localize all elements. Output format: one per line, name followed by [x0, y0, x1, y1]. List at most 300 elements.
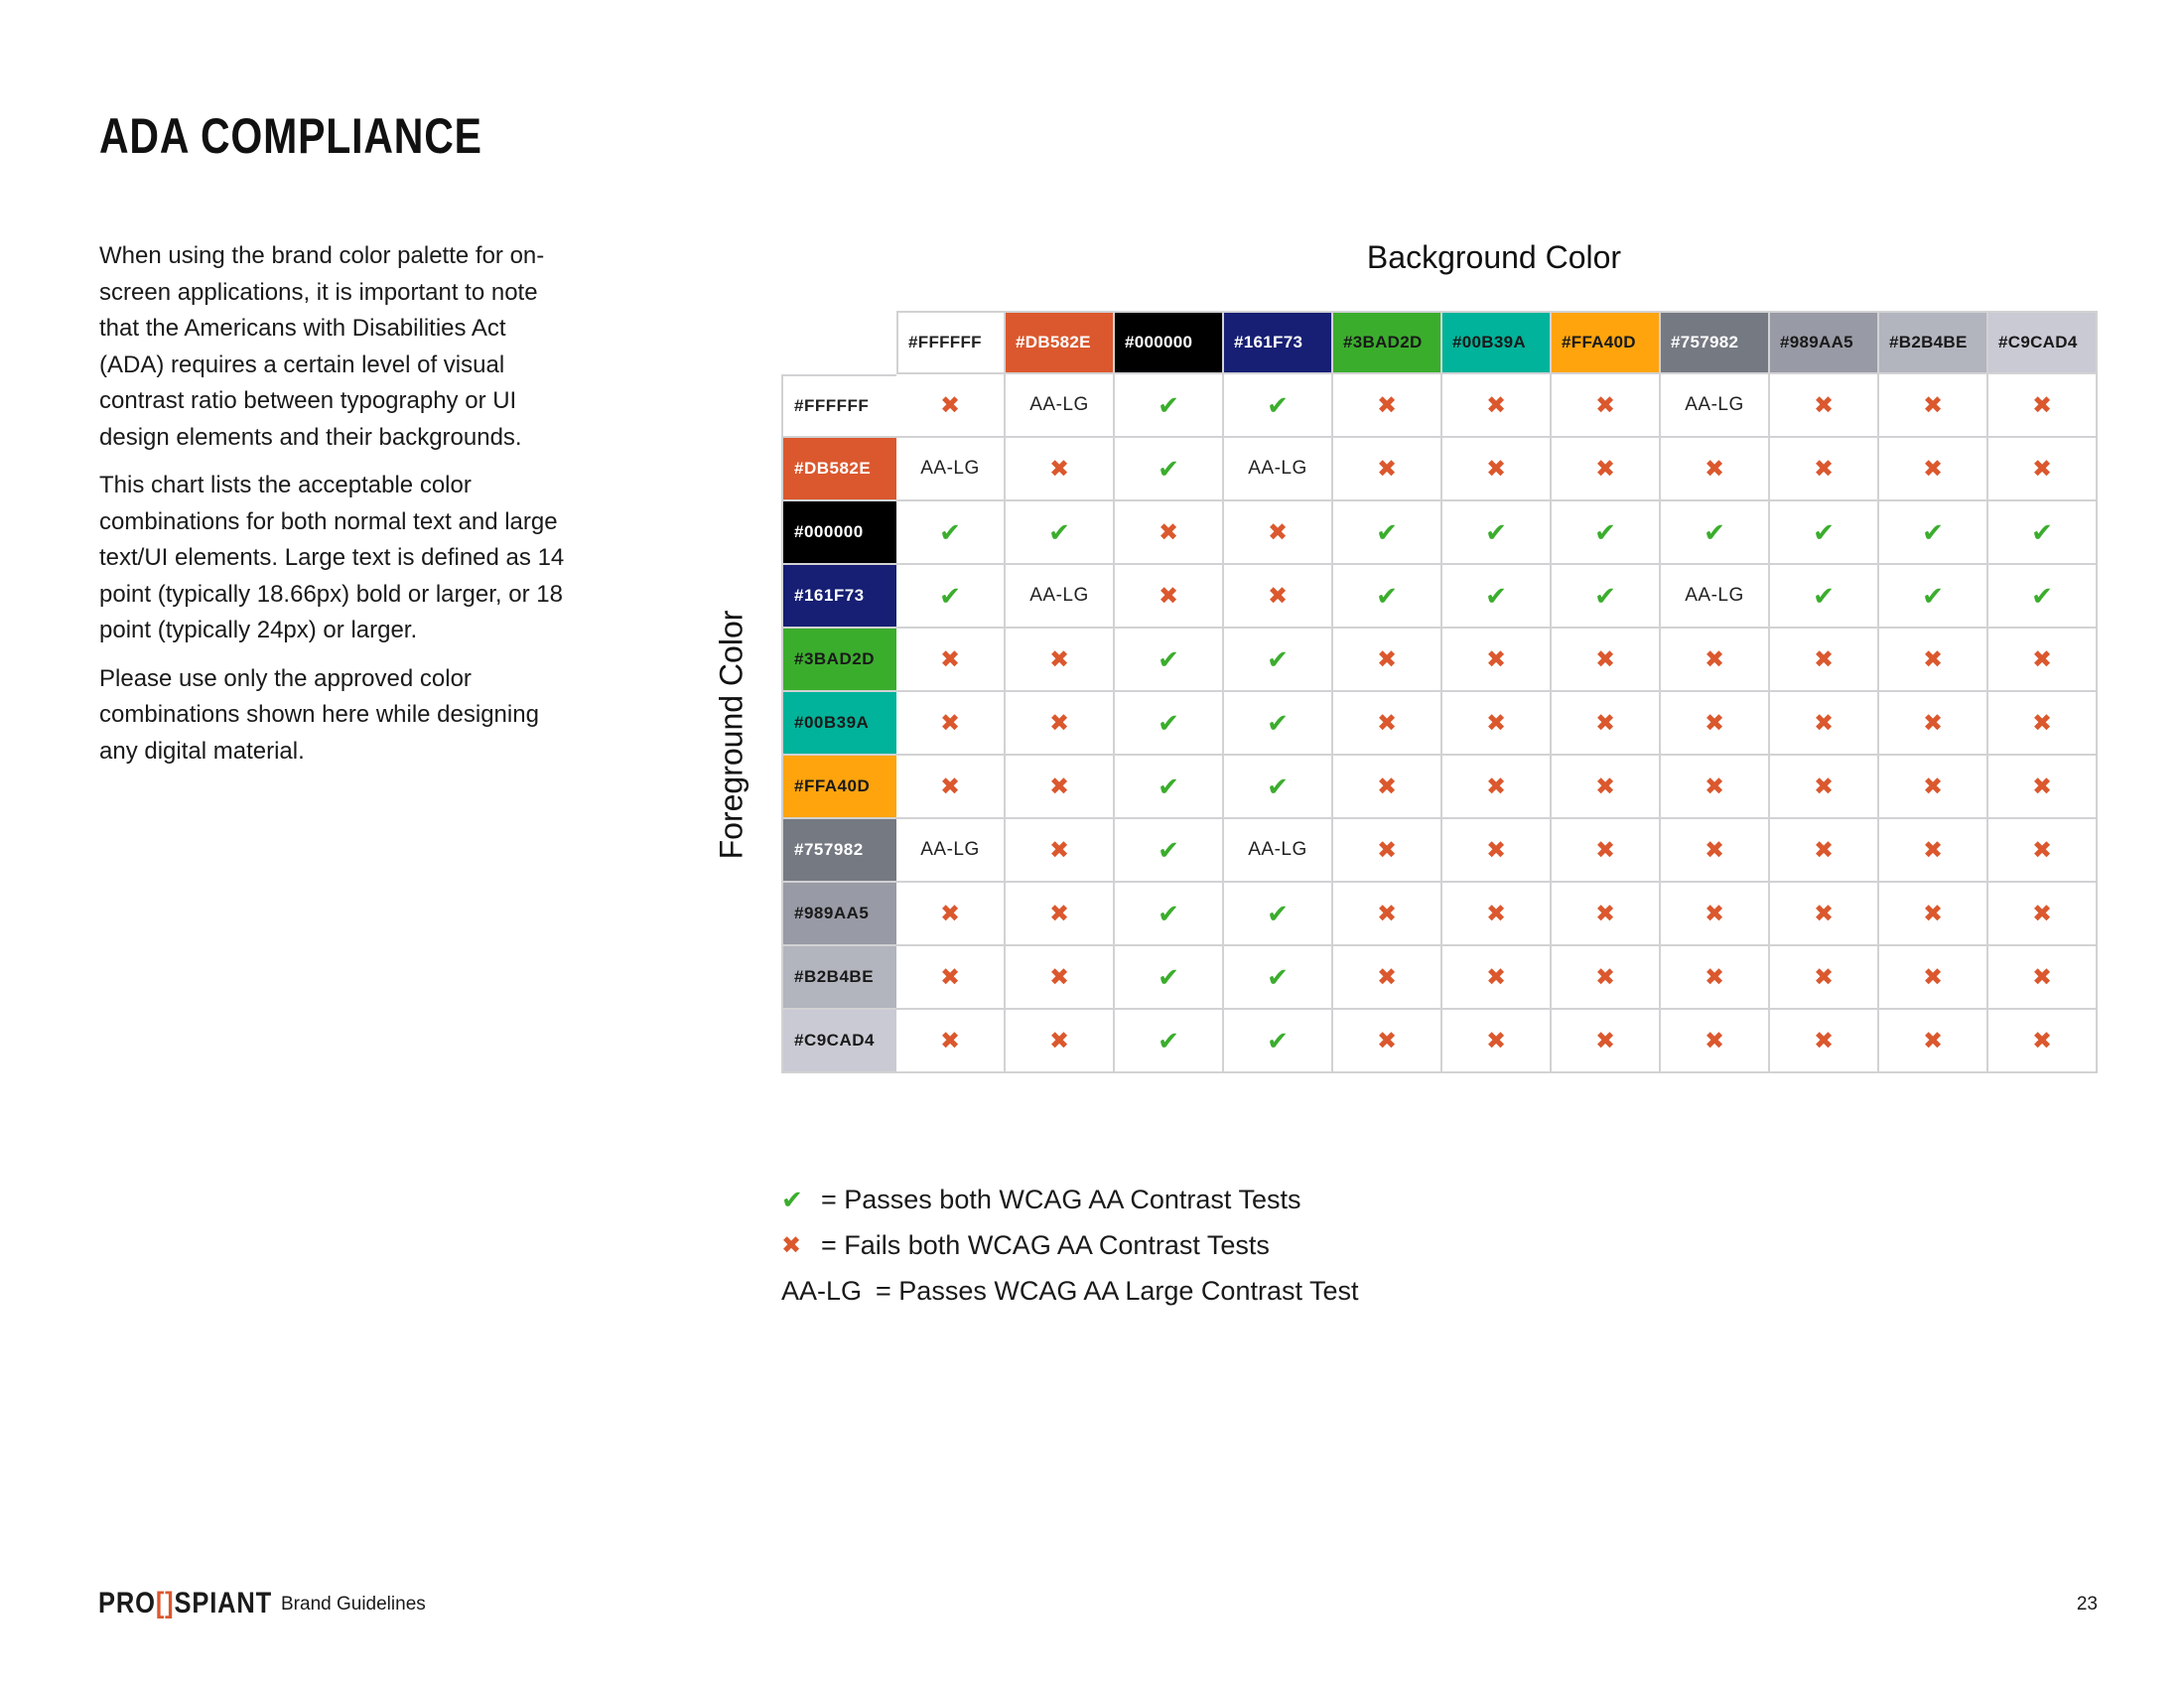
matrix-cell [1006, 501, 1115, 565]
matrix-cell [1224, 438, 1333, 501]
matrix-cell [896, 692, 1006, 756]
matrix-row [781, 819, 2098, 883]
x-icon: ✖ [1922, 645, 1944, 673]
legend-large-text: = Passes WCAG AA Large Contrast Test [876, 1275, 1359, 1306]
x-icon: ✖ [1376, 900, 1398, 927]
matrix-cell [1115, 438, 1224, 501]
x-icon: ✖ [2031, 645, 2053, 673]
x-icon: ✖ [1704, 963, 1725, 991]
check-icon: ✔ [1376, 580, 1398, 611]
matrix-row [781, 756, 2098, 819]
matrix-cell [1661, 756, 1770, 819]
x-icon: ✖ [1267, 518, 1289, 546]
check-icon: ✔ [1158, 707, 1179, 738]
matrix-cell [896, 1010, 1006, 1073]
foreground-color-header: #B2B4BE [781, 946, 896, 1010]
matrix-cell [1224, 501, 1333, 565]
legend-fail [781, 1222, 1359, 1268]
x-icon: ✖ [1922, 391, 1944, 419]
matrix-row [781, 883, 2098, 946]
matrix-cell [1770, 501, 1879, 565]
foreground-color-header: #161F73 [781, 565, 896, 629]
matrix-cell [1224, 756, 1333, 819]
x-icon: ✖ [1813, 391, 1835, 419]
matrix-cell [896, 374, 1006, 438]
matrix-cell [1333, 946, 1442, 1010]
x-icon: ✖ [2031, 391, 2053, 419]
matrix-cell [896, 501, 1006, 565]
matrix-cell [1442, 946, 1552, 1010]
matrix-cell [1770, 692, 1879, 756]
x-icon: ✖ [1704, 773, 1725, 800]
matrix-cell [1224, 883, 1333, 946]
matrix-cell [1115, 629, 1224, 692]
check-icon: ✔ [1158, 834, 1179, 865]
matrix-cell [1224, 565, 1333, 629]
matrix-cell [1115, 692, 1224, 756]
x-icon: ✖ [1704, 455, 1725, 483]
check-icon: ✔ [1594, 516, 1616, 547]
check-icon: ✔ [939, 580, 961, 611]
matrix-cell [1879, 756, 1988, 819]
matrix-cell [1661, 565, 1770, 629]
background-color-axis-label: Background Color [1366, 239, 1622, 275]
matrix-cell [1770, 438, 1879, 501]
x-icon: ✖ [939, 963, 961, 991]
x-icon: ✖ [1158, 582, 1179, 610]
matrix-cell [1988, 438, 2098, 501]
x-icon: ✖ [1048, 455, 1070, 483]
x-icon: ✖ [1485, 836, 1507, 864]
intro-paragraph: This chart lists the acceptable color combinations for both normal text and large text/UI elements. Large text is defined as 14 point (typically 18.66px) bold or larger, or 18 point (typically 24px) or larger. [99, 472, 565, 643]
x-icon: ✖ [1922, 836, 1944, 864]
x-icon: ✖ [1048, 709, 1070, 737]
x-icon: ✖ [2031, 1027, 2053, 1055]
matrix-cell [1552, 883, 1661, 946]
matrix-cell [1224, 629, 1333, 692]
matrix-cell [1552, 819, 1661, 883]
aa-lg-label: AA-LG [920, 458, 980, 479]
matrix-header-row [781, 311, 2098, 374]
matrix-cell [1770, 629, 1879, 692]
matrix-cell [1879, 501, 1988, 565]
matrix-cell [1988, 501, 2098, 565]
matrix-cell [896, 756, 1006, 819]
x-icon: ✖ [1048, 900, 1070, 927]
matrix-cell [1879, 946, 1988, 1010]
matrix-cell [1552, 374, 1661, 438]
x-icon: ✖ [1485, 773, 1507, 800]
check-icon: ✔ [1267, 389, 1289, 420]
matrix-cell [1988, 374, 2098, 438]
x-icon: ✖ [1048, 773, 1070, 800]
x-icon: ✖ [1922, 709, 1944, 737]
matrix-cell [1661, 501, 1770, 565]
matrix-cell [1333, 1010, 1442, 1073]
x-icon: ✖ [1048, 1027, 1070, 1055]
matrix-cell [1006, 629, 1115, 692]
x-icon: ✖ [1048, 645, 1070, 673]
x-icon: ✖ [1813, 836, 1835, 864]
matrix-cell [1442, 692, 1552, 756]
matrix-cell [1442, 501, 1552, 565]
matrix-cell [896, 819, 1006, 883]
x-icon: ✖ [1376, 391, 1398, 419]
check-icon: ✔ [1813, 516, 1835, 547]
matrix-cell [1988, 946, 2098, 1010]
x-icon: ✖ [2031, 900, 2053, 927]
x-icon: ✖ [1813, 773, 1835, 800]
matrix-cell [896, 629, 1006, 692]
matrix-cell [1770, 1010, 1879, 1073]
matrix-cell [1006, 819, 1115, 883]
matrix-cell [1442, 1010, 1552, 1073]
matrix-cell [1333, 374, 1442, 438]
x-icon: ✖ [1594, 1027, 1616, 1055]
matrix-cell [1661, 946, 1770, 1010]
matrix-cell [1770, 756, 1879, 819]
check-icon: ✔ [1158, 771, 1179, 801]
matrix-cell [1552, 756, 1661, 819]
check-icon: ✔ [1158, 1025, 1179, 1055]
matrix-cell [1879, 883, 1988, 946]
aa-lg-label: AA-LG [920, 839, 980, 860]
matrix-cell [1333, 565, 1442, 629]
x-icon: ✖ [2031, 773, 2053, 800]
x-icon: ✖ [939, 645, 961, 673]
matrix-cell [1115, 1010, 1224, 1073]
x-icon: ✖ [1594, 773, 1616, 800]
matrix-cell [1006, 374, 1115, 438]
matrix-cell [1879, 692, 1988, 756]
check-icon: ✔ [1158, 643, 1179, 674]
foreground-color-header: #989AA5 [781, 883, 896, 946]
x-icon: ✖ [1813, 963, 1835, 991]
page-number: 23 [2076, 1594, 2098, 1615]
matrix-cell [1224, 819, 1333, 883]
matrix-cell [1333, 501, 1442, 565]
x-icon: ✖ [1594, 900, 1616, 927]
x-icon: ✖ [1922, 455, 1944, 483]
x-icon: ✖ [939, 900, 961, 927]
x-icon: ✖ [1376, 963, 1398, 991]
check-icon: ✔ [1048, 516, 1070, 547]
foreground-color-header: #00B39A [781, 692, 896, 756]
aa-lg-label: AA-LG [1685, 585, 1744, 606]
foreground-color-header: #3BAD2D [781, 629, 896, 692]
background-color-header: #C9CAD4 [1988, 311, 2098, 374]
contrast-matrix [781, 311, 2098, 1073]
foreground-color-axis-label: Foreground Color [713, 610, 750, 860]
foreground-color-header: #FFA40D [781, 756, 896, 819]
matrix-row [781, 1010, 2098, 1073]
check-icon: ✔ [1158, 961, 1179, 992]
x-icon: ✖ [1594, 709, 1616, 737]
background-color-header: #3BAD2D [1333, 311, 1442, 374]
matrix-cell [1006, 756, 1115, 819]
matrix-cell [1661, 438, 1770, 501]
matrix-cell [1006, 1010, 1115, 1073]
matrix-cell [1879, 438, 1988, 501]
x-icon: ✖ [1594, 645, 1616, 673]
check-icon: ✔ [1485, 580, 1507, 611]
matrix-cell [1006, 692, 1115, 756]
page-title: ADA COMPLIANCE [99, 108, 482, 164]
x-icon: ✖ [1485, 900, 1507, 927]
x-icon: ✖ [1704, 836, 1725, 864]
matrix-cell [1115, 756, 1224, 819]
background-color-header: #757982 [1661, 311, 1770, 374]
x-icon: ✖ [1594, 391, 1616, 419]
matrix-row [781, 438, 2098, 501]
matrix-cell [1770, 565, 1879, 629]
check-icon: ✔ [939, 516, 961, 547]
matrix-cell [1115, 501, 1224, 565]
check-icon: ✔ [1267, 643, 1289, 674]
background-color-header: #FFFFFF [896, 311, 1006, 374]
matrix-cell [896, 883, 1006, 946]
x-icon: ✖ [1048, 963, 1070, 991]
matrix-cell [1879, 1010, 1988, 1073]
x-icon: ✖ [1048, 836, 1070, 864]
intro-paragraph: Please use only the approved color combinations shown here while designing any digital material. [99, 664, 539, 765]
matrix-cell [1770, 374, 1879, 438]
matrix-cell [1988, 565, 2098, 629]
x-icon: ✖ [1376, 773, 1398, 800]
x-icon: ✖ [939, 391, 961, 419]
aa-lg-label: AA-LG [1029, 394, 1089, 415]
matrix-cell [1442, 438, 1552, 501]
brand-logo [98, 1587, 272, 1620]
check-icon: ✔ [1922, 580, 1944, 611]
matrix-cell [1770, 819, 1879, 883]
matrix-cell [1442, 756, 1552, 819]
aa-lg-label: AA-LG [1248, 458, 1307, 479]
matrix-cell [1442, 374, 1552, 438]
check-icon: ✔ [781, 1184, 803, 1214]
legend-large-symbol: AA-LG [781, 1275, 863, 1306]
matrix-cell [1333, 883, 1442, 946]
background-color-header: #00B39A [1442, 311, 1552, 374]
matrix-cell [1988, 692, 2098, 756]
x-icon: ✖ [1158, 518, 1179, 546]
x-icon: ✖ [1704, 645, 1725, 673]
check-icon: ✔ [1813, 580, 1835, 611]
matrix-cell [1006, 565, 1115, 629]
check-icon: ✔ [1594, 580, 1616, 611]
background-color-header: #B2B4BE [1879, 311, 1988, 374]
check-icon: ✔ [1267, 961, 1289, 992]
matrix-cell [1115, 374, 1224, 438]
foreground-color-header: #757982 [781, 819, 896, 883]
x-icon: ✖ [1813, 709, 1835, 737]
foreground-color-header: #000000 [781, 501, 896, 565]
legend-large [781, 1268, 1359, 1314]
matrix-cell [1770, 883, 1879, 946]
matrix-cell [1006, 438, 1115, 501]
x-icon: ✖ [1376, 645, 1398, 673]
check-icon: ✔ [2031, 516, 2053, 547]
check-icon: ✔ [1485, 516, 1507, 547]
matrix-cell [1661, 883, 1770, 946]
logo-text-end: SPIANT [174, 1587, 273, 1619]
background-color-header: #989AA5 [1770, 311, 1879, 374]
matrix-cell [1333, 629, 1442, 692]
matrix-cell [1552, 1010, 1661, 1073]
matrix-cell [1552, 565, 1661, 629]
x-icon: ✖ [1813, 900, 1835, 927]
check-icon: ✔ [1158, 389, 1179, 420]
x-icon: ✖ [1376, 709, 1398, 737]
matrix-cell [1006, 883, 1115, 946]
x-icon: ✖ [2031, 709, 2053, 737]
x-icon: ✖ [2031, 455, 2053, 483]
x-icon: ✖ [1485, 963, 1507, 991]
matrix-cell [1442, 883, 1552, 946]
matrix-corner [781, 311, 896, 374]
x-icon: ✖ [1594, 836, 1616, 864]
matrix-row [781, 946, 2098, 1010]
logo-text-start: PRO [98, 1587, 156, 1619]
check-icon: ✔ [1158, 898, 1179, 928]
x-icon: ✖ [1704, 709, 1725, 737]
matrix-row [781, 501, 2098, 565]
aa-lg-label: AA-LG [1685, 394, 1744, 415]
matrix-cell [1333, 819, 1442, 883]
foreground-color-header: #C9CAD4 [781, 1010, 896, 1073]
matrix-cell [1442, 819, 1552, 883]
matrix-cell [1552, 501, 1661, 565]
matrix-cell [1115, 565, 1224, 629]
matrix-cell [896, 438, 1006, 501]
matrix-cell [1661, 819, 1770, 883]
legend-pass [781, 1177, 1359, 1222]
matrix-cell [1224, 374, 1333, 438]
check-icon: ✔ [1376, 516, 1398, 547]
matrix-cell [1552, 692, 1661, 756]
matrix-cell [1661, 692, 1770, 756]
x-icon: ✖ [1813, 645, 1835, 673]
check-icon: ✔ [2031, 580, 2053, 611]
matrix-cell [1333, 756, 1442, 819]
matrix-cell [896, 946, 1006, 1010]
x-icon: ✖ [1922, 900, 1944, 927]
x-icon: ✖ [1594, 455, 1616, 483]
legend-pass-text: = Passes both WCAG AA Contrast Tests [821, 1184, 1301, 1214]
matrix-cell [1442, 565, 1552, 629]
matrix-cell [1224, 946, 1333, 1010]
matrix-cell [1879, 565, 1988, 629]
matrix-cell [1552, 946, 1661, 1010]
x-icon: ✖ [1376, 836, 1398, 864]
matrix-cell [1115, 883, 1224, 946]
x-icon: ✖ [1704, 900, 1725, 927]
matrix-cell [1224, 1010, 1333, 1073]
matrix-cell [1333, 438, 1442, 501]
matrix-cell [1988, 883, 2098, 946]
matrix-cell [1006, 946, 1115, 1010]
matrix-cell [1988, 819, 2098, 883]
matrix-cell [1115, 946, 1224, 1010]
background-color-header: #000000 [1115, 311, 1224, 374]
matrix-cell [896, 565, 1006, 629]
x-icon: ✖ [1922, 963, 1944, 991]
matrix-cell [1879, 374, 1988, 438]
matrix-cell [1552, 629, 1661, 692]
matrix-cell [1661, 629, 1770, 692]
x-icon: ✖ [1485, 391, 1507, 419]
matrix-cell [1552, 438, 1661, 501]
x-icon: ✖ [2031, 963, 2053, 991]
x-icon: ✖ [939, 709, 961, 737]
x-icon: ✖ [1594, 963, 1616, 991]
matrix-row [781, 565, 2098, 629]
x-icon: ✖ [1922, 773, 1944, 800]
x-icon: ✖ [1813, 1027, 1835, 1055]
aa-lg-label: AA-LG [1029, 585, 1089, 606]
matrix-cell [1333, 692, 1442, 756]
check-icon: ✔ [1267, 771, 1289, 801]
background-color-header: #161F73 [1224, 311, 1333, 374]
background-color-header: #DB582E [1006, 311, 1115, 374]
check-icon: ✔ [1922, 516, 1944, 547]
check-icon: ✔ [1267, 1025, 1289, 1055]
x-icon: ✖ [1922, 1027, 1944, 1055]
intro-text [99, 238, 576, 781]
matrix-cell [1442, 629, 1552, 692]
footer-label: Brand Guidelines [281, 1594, 426, 1615]
foreground-color-header: #FFFFFF [781, 374, 896, 438]
x-icon: ✖ [1376, 1027, 1398, 1055]
matrix-cell [1661, 1010, 1770, 1073]
x-icon: ✖ [1704, 1027, 1725, 1055]
check-icon: ✔ [1267, 898, 1289, 928]
matrix-cell [1224, 692, 1333, 756]
x-icon: ✖ [1267, 582, 1289, 610]
legend-fail-text: = Fails both WCAG AA Contrast Tests [821, 1229, 1270, 1260]
x-icon: ✖ [781, 1231, 802, 1259]
matrix-cell [1770, 946, 1879, 1010]
matrix-cell [1879, 819, 1988, 883]
x-icon: ✖ [1813, 455, 1835, 483]
matrix-cell [1988, 1010, 2098, 1073]
foreground-color-header: #DB582E [781, 438, 896, 501]
matrix-row [781, 629, 2098, 692]
check-icon: ✔ [1158, 453, 1179, 484]
x-icon: ✖ [1485, 455, 1507, 483]
check-icon: ✔ [1704, 516, 1725, 547]
x-icon: ✖ [939, 773, 961, 800]
matrix-row [781, 374, 2098, 438]
matrix-cell [1879, 629, 1988, 692]
check-icon: ✔ [1267, 707, 1289, 738]
intro-paragraph: When using the brand color palette for on-screen applications, it is important to note that the Americans with Disabilities Act (ADA) requires a certain level of visual contrast ratio between typography or UI design elements and their backgrounds. [99, 242, 545, 451]
x-icon: ✖ [939, 1027, 961, 1055]
x-icon: ✖ [1485, 645, 1507, 673]
background-color-header: #FFA40D [1552, 311, 1661, 374]
x-icon: ✖ [1485, 1027, 1507, 1055]
matrix-cell [1115, 819, 1224, 883]
logo-bracket-accent: [] [155, 1587, 175, 1619]
matrix-cell [1988, 629, 2098, 692]
x-icon: ✖ [2031, 836, 2053, 864]
x-icon: ✖ [1376, 455, 1398, 483]
x-icon: ✖ [1485, 709, 1507, 737]
matrix-cell [1661, 374, 1770, 438]
matrix-cell [1988, 756, 2098, 819]
aa-lg-label: AA-LG [1248, 839, 1307, 860]
matrix-row [781, 692, 2098, 756]
